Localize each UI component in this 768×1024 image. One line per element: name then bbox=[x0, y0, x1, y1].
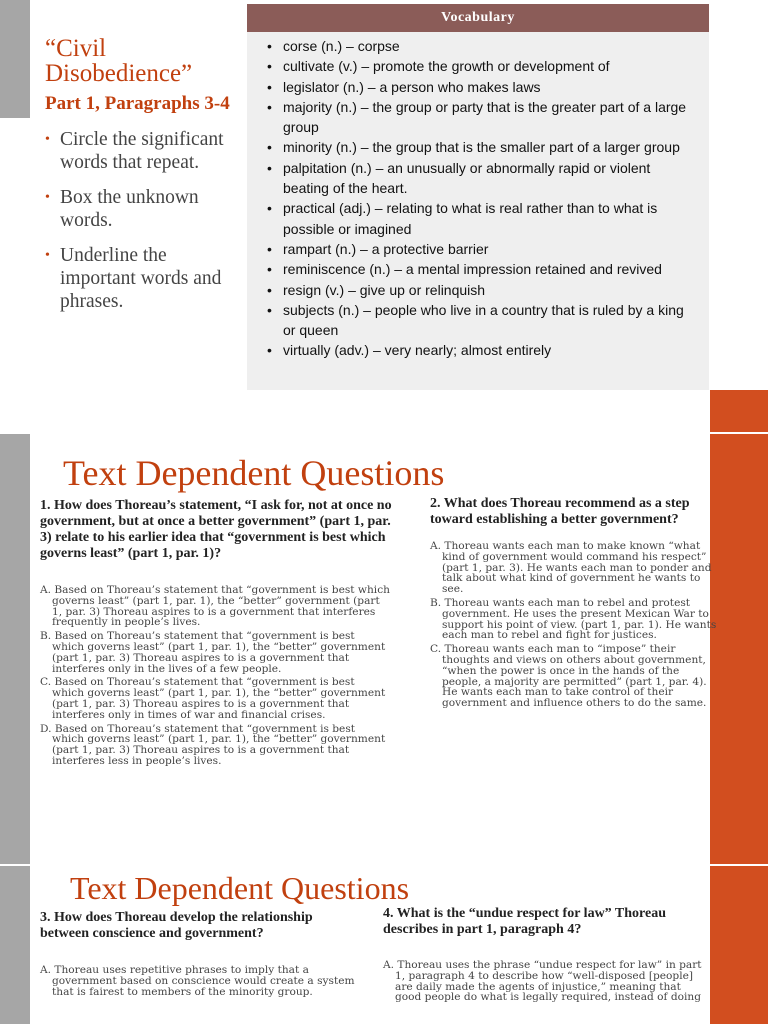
title-line-1: “Civil bbox=[45, 35, 107, 62]
vocabulary-header: Vocabulary bbox=[247, 4, 709, 32]
vocab-item: • subjects (n.) – people who live in a country that is ruled by a king or queen bbox=[265, 300, 697, 341]
vocabulary-box bbox=[247, 4, 709, 390]
answer-option: A. Thoreau uses the phrase “undue respect for law” in part 1, paragraph 4 to describe how “well-disposed [people] are daily made the agents of injustice,” meaning that good people do what is legally required, instead of doing bbox=[383, 959, 702, 1004]
instruction-item: • Underline the important words and phrases. bbox=[42, 244, 238, 313]
answer-option: B. Thoreau wants each man to rebel and protest government. He uses the present Mexican War to support his point of view. (part 1, par. 1). He wants each man to rebel and fight for justices. bbox=[430, 596, 717, 642]
slide-subtitle: Part 1, Paragraphs 3-4 bbox=[45, 93, 230, 114]
answer-option: A. Based on Thoreau’s statement that “government is best which governs least” (part 1, par. 1), the “better” government (part 1, par. 3) Thoreau aspires to is a government that interferes frequently in people’s lives. bbox=[40, 584, 390, 629]
left-gray-bar bbox=[0, 866, 30, 1024]
vocab-item: • majority (n.) – the group or party that is the greater part of a large group bbox=[265, 97, 697, 138]
title-box bbox=[30, 0, 248, 118]
vocabulary-slide bbox=[0, 0, 768, 432]
question-3-heading: 3. How does Thoreau develop the relationship between conscience and government? bbox=[40, 910, 313, 941]
vocab-item: • resign (v.) – give up or relinquish bbox=[265, 280, 697, 300]
answer-option: B. Based on Thoreau’s statement that “government is best which governs least” (part 1, par. 1), the “better” government (part 1, par. 3) Thoreau aspires to is a government that interferes only in the lives of a few people. bbox=[40, 630, 386, 675]
instruction-item: • Circle the significant words that repeat. bbox=[42, 128, 238, 174]
vocab-item: • virtually (adv.) – very nearly; almost entirely bbox=[265, 340, 697, 360]
right-orange-bar bbox=[710, 390, 768, 432]
vocabulary-list bbox=[247, 32, 709, 361]
answer-option: A. Thoreau wants each man to make known “what kind of government would command his respect” (part 1, par. 3). He wants each man to ponder and talk about what kind of government he wants to see. bbox=[430, 540, 712, 596]
question-1-answers bbox=[40, 585, 390, 770]
answer-option: C. Thoreau wants each man to “impose” their thoughts and views on others about government, “when the power is once in the hands of the people, a majority are permitted” (part 1, par. 4). He wants each man to take control of their government and influence others to do the same. bbox=[430, 643, 707, 710]
question-3-answers bbox=[40, 965, 360, 1000]
question-4-heading: 4. What is the “undue respect for law” Thoreau describes in part 1, paragraph 4? bbox=[383, 906, 667, 937]
questions-slide-2 bbox=[0, 866, 768, 1024]
question-1-heading: 1. How does Thoreau’s statement, “I ask for, not at once no government, but at once a better government” (part 1, par. 3) relate to his earlier idea that “government is best which governs least” (part 1, par. 1)? bbox=[40, 498, 392, 561]
vocab-item: • palpitation (n.) – an unusually or abnormally rapid or violent beating of the heart. bbox=[265, 158, 697, 199]
vocab-item: • reminiscence (n.) – a mental impression retained and revived bbox=[265, 259, 697, 279]
question-2-heading: 2. What does Thoreau recommend as a step toward establishing a better government? bbox=[430, 496, 690, 527]
question-2-answers bbox=[430, 541, 720, 712]
slide-title: Text Dependent Questions bbox=[70, 870, 410, 906]
title-line-2: Disobedience” bbox=[45, 60, 193, 87]
vocab-item: • cultivate (v.) – promote the growth or development of bbox=[265, 56, 697, 76]
answer-option: A. Thoreau uses repetitive phrases to imply that a government based on conscience would create a system that is fairest to members of the minority group. bbox=[40, 964, 355, 998]
vocab-item: • minority (n.) – the group that is the smaller part of a larger group bbox=[265, 137, 697, 157]
left-gray-bar bbox=[0, 434, 30, 864]
instruction-list bbox=[42, 128, 238, 325]
answer-option: C. Based on Thoreau’s statement that “government is best which governs least” (part 1, par. 1), the “better” government (part 1, par. 3) Thoreau aspires to is a government that interferes only in times of war and financial crises. bbox=[40, 676, 386, 721]
question-4-answers bbox=[383, 960, 709, 1006]
answer-option: D. Based on Thoreau’s statement that “government is best which governs least” (part 1, par. 1), the “better” government (part 1, par. 3) Thoreau aspires to is a government that interferes less in people’s lives. bbox=[40, 722, 386, 767]
slide-title: Text Dependent Questions bbox=[63, 453, 445, 493]
vocab-item: • practical (adj.) – relating to what is real rather than to what is possible or imagined bbox=[265, 198, 697, 239]
slide-title bbox=[45, 36, 192, 86]
right-orange-bar bbox=[710, 866, 768, 1024]
vocab-item: • corse (n.) – corpse bbox=[265, 36, 697, 56]
vocab-item: • legislator (n.) – a person who makes laws bbox=[265, 77, 697, 97]
vocab-item: • rampart (n.) – a protective barrier bbox=[265, 239, 697, 259]
instruction-item: • Box the unknown words. bbox=[42, 186, 238, 232]
questions-slide-1 bbox=[0, 434, 768, 864]
